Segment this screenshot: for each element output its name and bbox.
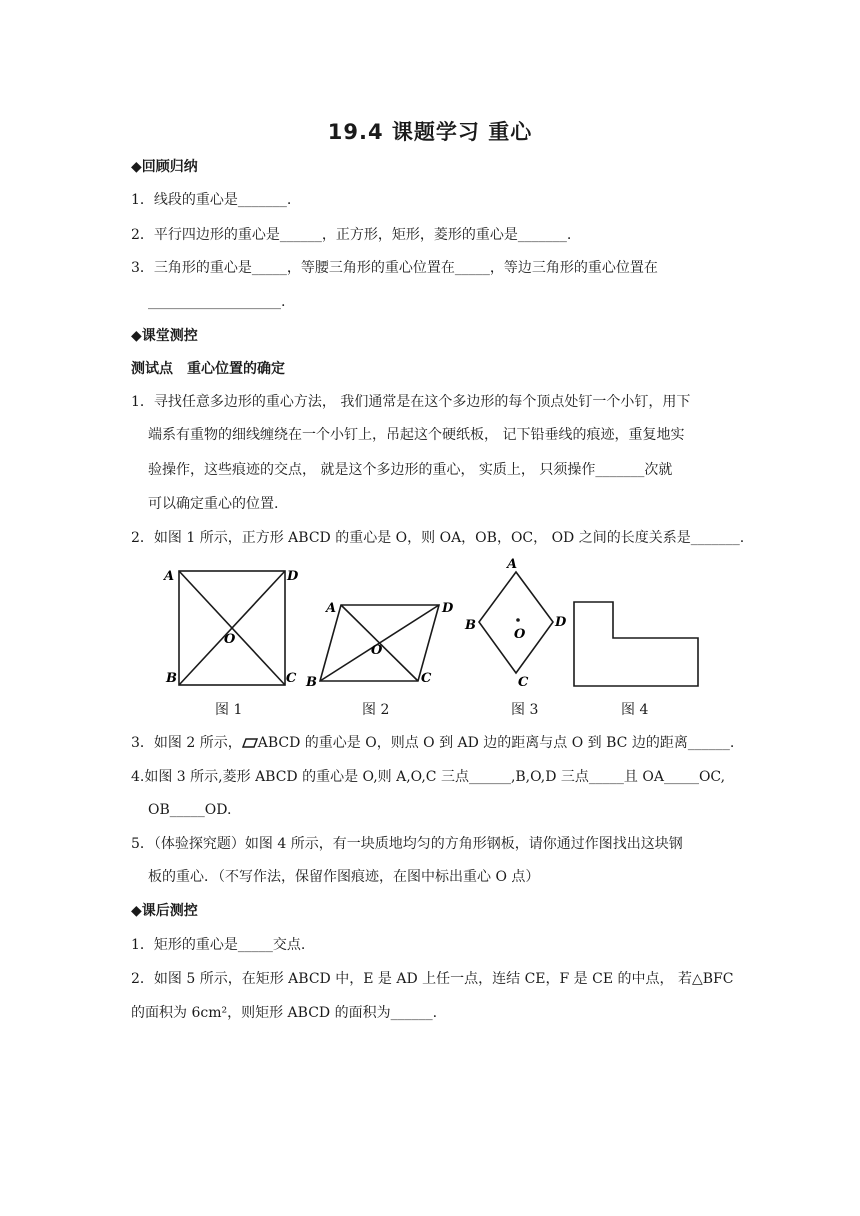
class-q5-line-1: 5．（体验探究题）如图 4 所示，有一块质地均匀的方角形钢板，请你通过作图找出这块钢 xyxy=(131,836,683,852)
class-q2: 2．如图 1 所示，正方形 ABCD 的重心是 O，则 OA，OB，OC， OD 之间的长度关系是_______. xyxy=(131,530,745,546)
fig3-label-C: C xyxy=(518,675,529,690)
review-item-3-cont: ___________________. xyxy=(148,294,286,310)
class-q3 xyxy=(131,733,734,753)
class-q4-line-1: 4.如图 3 所示,菱形 ABCD 的重心是 O,则 A,O,C 三点______,B,O,D 三点_____且 OA_____OC, xyxy=(131,769,726,785)
after-class-heading: ◆课后测控 xyxy=(131,903,198,919)
fig3-label-O: O xyxy=(514,627,526,642)
fig1-label-B: B xyxy=(166,671,177,686)
class-q1-line-4: 可以确定重心的位置. xyxy=(148,496,279,512)
fig3-label-A: A xyxy=(507,557,518,572)
after-q2-line-1: 2．如图 5 所示，在矩形 ABCD 中，E 是 AD 上任一点，连结 CE，F 是 CE 的中点， 若△BFC xyxy=(131,971,734,987)
fig3-center-point xyxy=(516,618,520,622)
fig2-label-D: D xyxy=(442,601,454,616)
review-item-2: 2．平行四边形的重心是______，正方形，矩形，菱形的重心是_______. xyxy=(131,227,572,243)
figure-2-caption: 图 2 xyxy=(362,702,390,718)
figure-4-caption: 图 4 xyxy=(621,702,649,718)
page-title: 19.4 课题学习 重心 xyxy=(327,120,533,144)
figure-4-l-shape xyxy=(574,602,698,686)
fig3-label-B: B xyxy=(465,618,476,633)
fig1-label-D: D xyxy=(287,569,299,584)
fig2-label-C: C xyxy=(421,671,432,686)
after-q2-line-2: 的面积为 6cm²，则矩形 ABCD 的面积为______. xyxy=(131,1005,438,1021)
figure-3-caption: 图 3 xyxy=(511,702,539,718)
class-q5-line-2: 板的重心．（不写作法，保留作图痕迹，在图中标出重心 O 点） xyxy=(148,869,540,885)
fig1-label-A: A xyxy=(164,569,175,584)
fig1-label-C: C xyxy=(286,671,297,686)
class-q3-suffix: ABCD 的重心是 O，则点 O 到 AD 边的距离与点 O 到 BC 边的距离______. xyxy=(257,735,735,751)
parallelogram-symbol-icon xyxy=(242,738,258,748)
figure-1-square xyxy=(179,571,285,685)
review-item-1: 1．线段的重心是_______. xyxy=(131,192,292,208)
fig2-label-A: A xyxy=(326,601,337,616)
review-heading: ◆回顾归纳 xyxy=(131,159,198,175)
class-q4-line-2: OB_____OD. xyxy=(148,802,232,818)
fig3-label-D: D xyxy=(555,615,567,630)
fig2-label-O: O xyxy=(371,643,383,658)
figure-1-caption: 图 1 xyxy=(215,702,243,718)
class-q1-line-2: 端系有重物的细线缠绕在一个小钉上，吊起这个硬纸板， 记下铅垂线的痕迹，重复地实 xyxy=(148,427,685,443)
fig2-label-B: B xyxy=(306,675,317,690)
class-test-heading: ◆课堂测控 xyxy=(131,328,198,344)
fig1-label-O: O xyxy=(224,632,236,647)
review-item-3: 3．三角形的重心是_____，等腰三角形的重心位置在_____，等边三角形的重心位置在 xyxy=(131,260,658,276)
figures-row xyxy=(160,556,720,716)
after-q1: 1．矩形的重心是_____交点. xyxy=(131,937,306,953)
class-q1-line-1: 1．寻找任意多边形的重心方法， 我们通常是在这个多边形的每个顶点处钉一个小钉，用下 xyxy=(131,394,691,410)
test-point-subheading: 测试点 重心位置的确定 xyxy=(131,361,285,377)
class-q1-line-3: 验操作，这些痕迹的交点， 就是这个多边形的重心， 实质上， 只须操作_______次就 xyxy=(148,462,673,478)
figure-3-rhombus xyxy=(479,572,553,673)
class-q3-prefix: 3．如图 2 所示， xyxy=(131,735,242,751)
